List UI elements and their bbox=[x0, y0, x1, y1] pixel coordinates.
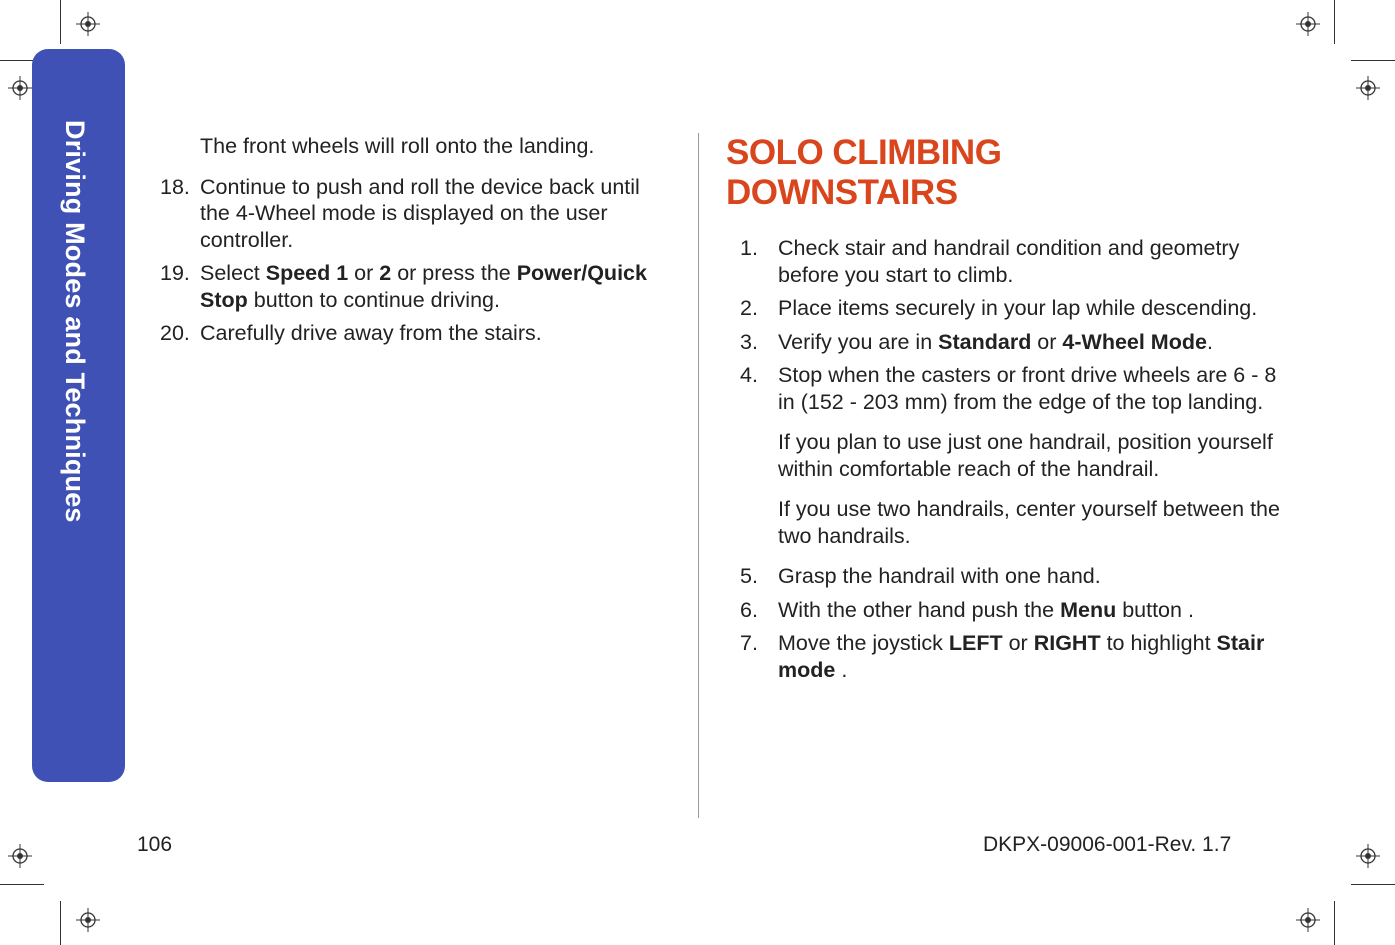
registration-mark-icon bbox=[1296, 12, 1320, 36]
intro-paragraph: The front wheels will roll onto the landing. bbox=[200, 134, 595, 158]
list-item: 2. Place items securely in your lap while descending. bbox=[740, 296, 1258, 320]
steps-list bbox=[726, 235, 1286, 683]
page-number: 106 bbox=[137, 833, 173, 856]
list-item: 6. With the other hand push the Menu button . bbox=[740, 597, 1194, 622]
speed-2-term: 2 bbox=[379, 261, 392, 285]
list-item: 20. Carefully drive away from the stairs. bbox=[160, 321, 542, 345]
crop-mark bbox=[1334, 901, 1335, 945]
crop-mark bbox=[60, 0, 61, 44]
crop-mark bbox=[60, 901, 61, 945]
crop-mark bbox=[1334, 0, 1335, 44]
list-item: 4. Stop when the casters or front drive wheels are 6 - 8 in (152 - 203 mm) from the edge of the top landing. bbox=[740, 363, 1277, 414]
registration-mark-icon bbox=[1356, 844, 1380, 868]
section-heading: SOLO CLIMBING DOWNSTAIRS bbox=[726, 133, 1002, 212]
list-item: 19. Select Speed 1 or 2 or press the Power/Quick Stop button to continue driving. bbox=[160, 261, 647, 312]
list-item: 3. Verify you are in Standard or 4-Wheel Mode. bbox=[740, 329, 1213, 354]
standard-term: Standard bbox=[938, 329, 1032, 354]
speed-1-term: Speed 1 bbox=[265, 261, 349, 285]
crop-mark bbox=[1351, 60, 1395, 61]
4-wheel-mode-term: 4-Wheel Mode bbox=[1062, 329, 1207, 354]
sub-paragraph: If you plan to use just one handrail, position yourself within comfortable reach of the handrail. bbox=[778, 430, 1273, 481]
registration-mark-icon bbox=[76, 12, 100, 36]
sub-paragraph: If you use two handrails, center yourself between the two handrails. bbox=[778, 497, 1280, 548]
left-column bbox=[160, 133, 670, 354]
document-id: DKPX-09006-001-Rev. 1.7 bbox=[983, 833, 1232, 856]
stair-mode-term: Stair mode bbox=[778, 631, 1265, 682]
registration-mark-icon bbox=[76, 908, 100, 932]
crop-mark bbox=[1351, 884, 1395, 885]
chapter-tab-label: Driving Modes and Techniques bbox=[60, 120, 90, 523]
column-divider bbox=[698, 133, 699, 818]
list-item: 18. Continue to push and roll the device back until the 4-Wheel mode is displayed on the user controller. bbox=[160, 174, 640, 252]
power-quick-stop-term: Power/Quick Stop bbox=[200, 261, 647, 312]
registration-mark-icon bbox=[8, 76, 32, 100]
registration-mark-icon bbox=[1296, 908, 1320, 932]
registration-mark-icon bbox=[1356, 76, 1380, 100]
right-term: RIGHT bbox=[1033, 631, 1101, 655]
menu-term: Menu bbox=[1060, 597, 1117, 622]
list-item: 1. Check stair and handrail condition and geometry before you start to climb. bbox=[740, 236, 1240, 287]
right-column bbox=[726, 133, 1286, 690]
list-item: 7. Move the joystick LEFT or RIGHT to highlight Stair mode . bbox=[740, 631, 1265, 682]
registration-mark-icon bbox=[8, 844, 32, 868]
crop-mark bbox=[0, 884, 44, 885]
list-item: 5. Grasp the handrail with one hand. bbox=[740, 564, 1101, 588]
left-term: LEFT bbox=[948, 631, 1003, 655]
